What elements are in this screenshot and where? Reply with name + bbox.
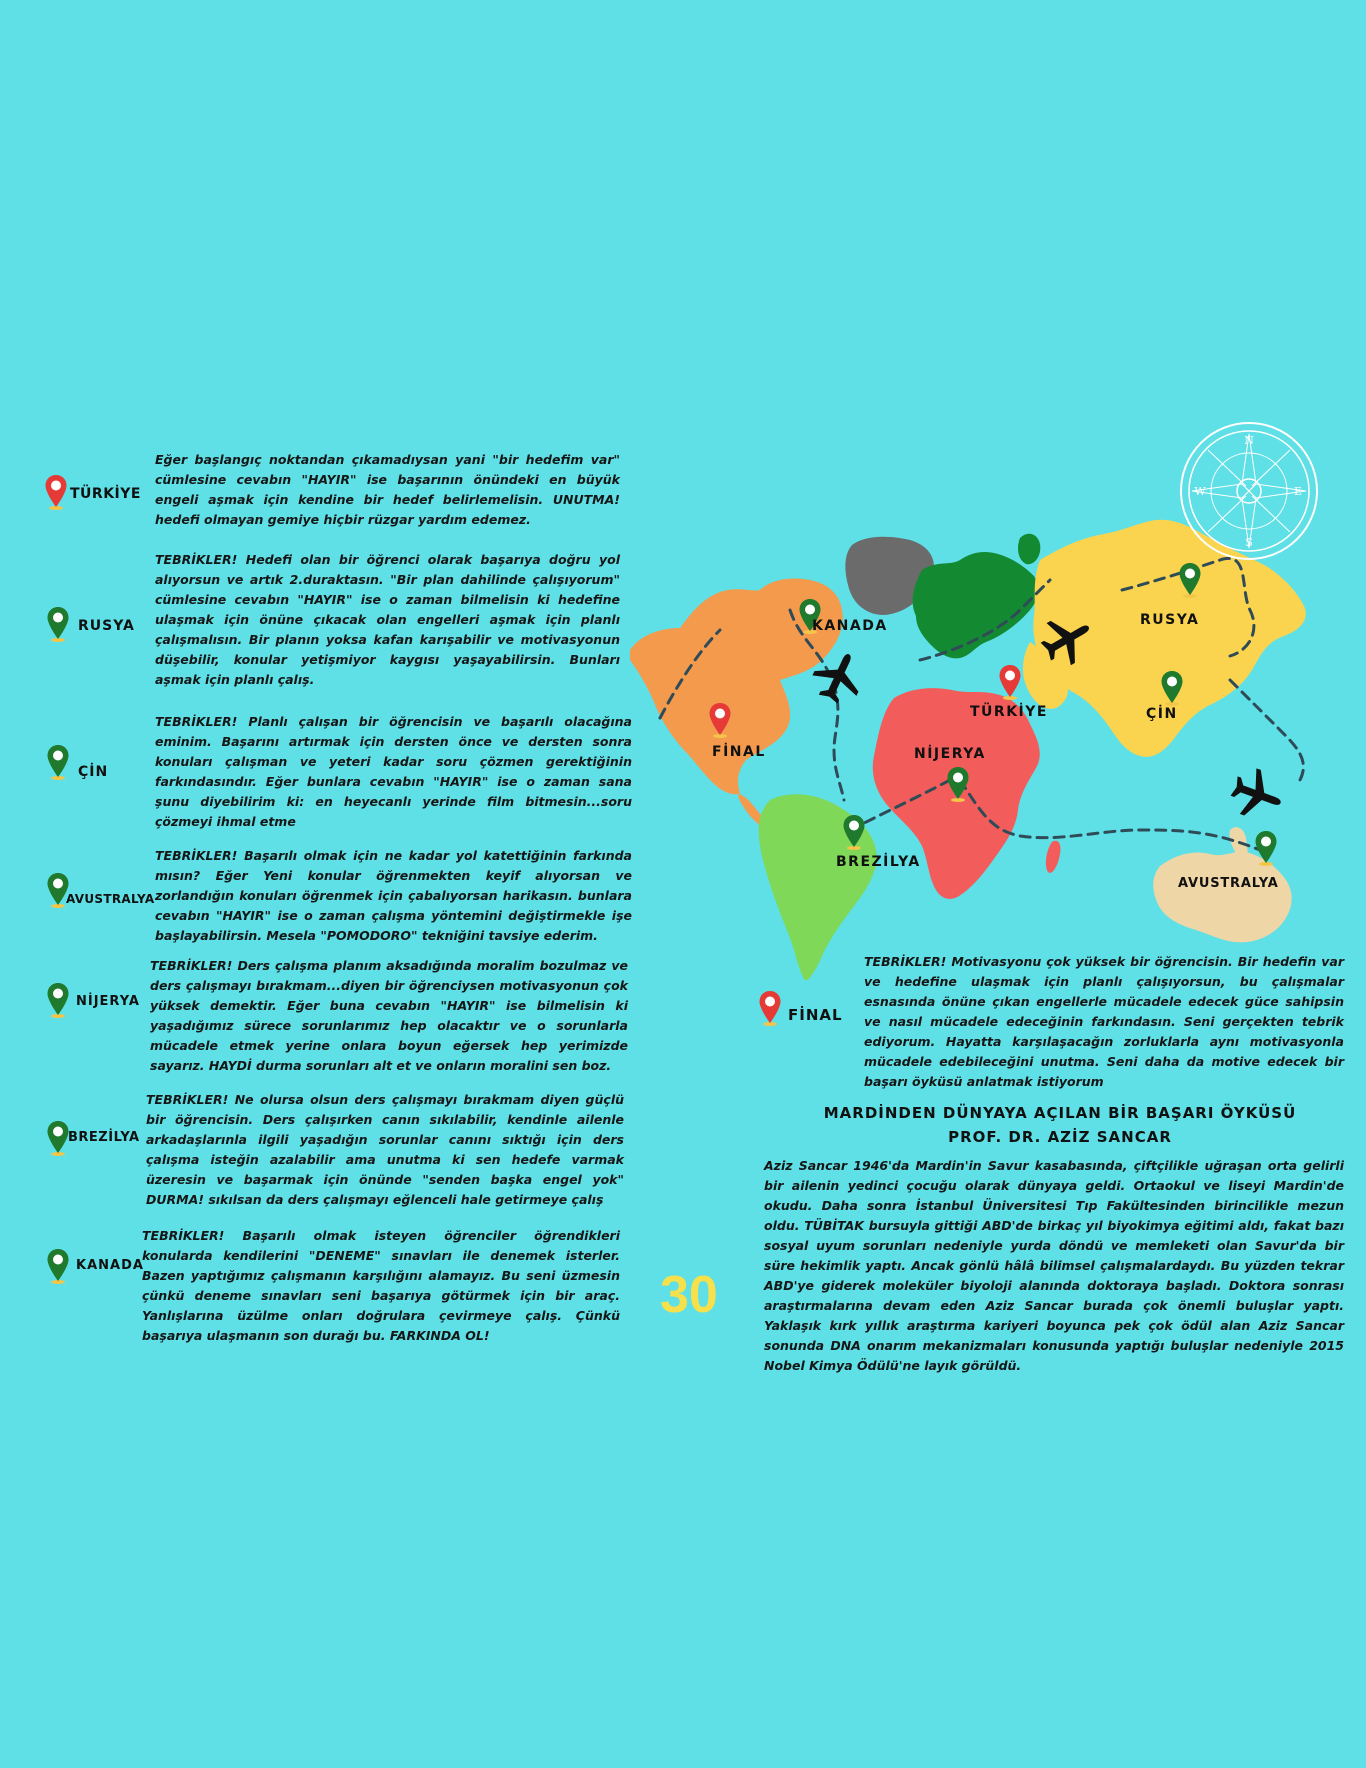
map-label-cin: ÇİN <box>1146 706 1178 722</box>
map-label-brezilya: BREZİLYA <box>836 854 921 870</box>
map-label-turkiye: TÜRKİYE <box>970 704 1048 720</box>
compass-s: S <box>1245 536 1253 549</box>
stop-label-brezilya: BREZİLYA <box>68 1130 140 1145</box>
location-pin-green-icon <box>46 1120 70 1156</box>
compass-w: W <box>1194 485 1206 498</box>
story-body: Aziz Sancar 1946'da Mardin'in Savur kasabasında, çiftçilikle uğraşan orta gelirli bir ailenin yedinci çocuğu olarak dünyaya geldi. Ortaokul ve liseyi Mardin'de okudu. Daha sonra İstanbul Üniversitesi Tıp Fakültesinden birincilikle mezun oldu. TÜBİTAK bursuyla gittiği ABD'de birkaç yıl biyokimya eğitimi aldı, fakat bazı sosyal uyum sorunları nedeniyle yurda döndü ve memleketi olan Savur'da bir süre hekimlik yaptı. Ancak gönlü hâlâ bilimsel çalışmalardaydı. Bu yüzden tekrar ABD'ye giderek moleküler biyoloji alanında doktoraya başladı. Doktora sonrası araştırmalarına devam eden Aziz Sancar burada çok önemli buluşlar yaptı. Yaklaşık kırk yıllık araştırma kariyeri boyunca pek çok ödül alan Aziz Sancar sonunda DNA onarım mekanizmaları konusunda yaptığı buluşlar nedeniyle 2015 Nobel Kimya Ödülü'ne layık görüldü. <box>764 1158 1344 1373</box>
stop-label-rusya: RUSYA <box>78 618 135 634</box>
location-pin-green-icon <box>46 606 70 642</box>
map-label-nijerya: NİJERYA <box>914 746 986 762</box>
stop-text-final: TEBRİKLER! Motivasyonu çok yüksek bir öğrencisin. Bir hedefin var ve hedefine ulaşmak için planlı çalışıyorsun, bu çalışmalar esnasında önüne çıkan engellerle mücadele edecek güce sahipsin ve nasıl mücadele edeceğinin farkındasın. Seni gerçekten tebrik ediyorum. Hayatta karşılaşacağın zorluklarla aynı motivasyonla mücadele edebileceğini unutma. Seni daha da motive edecek bir başarı öyküsü anlatmak istiyorum <box>864 954 1344 1089</box>
stop-text-nijerya: TEBRİKLER! Ders çalışma planım aksadığında moralim bozulmaz ve ders çalışmayı bırakmam...diyen bir öğrenciysen motivasyonun çok yüksek demektir. Eğer buna cevabın "HAYIR" ise bilmelisin ki yaşadığımız sürece sorunlarımız hep olacaktır ve o sorunlarla mücadele etmek yerine onlara boyun eğersek hep yerimizde sayarız. HAYDİ durma sorunları alt et ve onların moralini sen boz. <box>150 958 628 1073</box>
stop-label-avustralya: AVUSTRALYA <box>66 892 155 906</box>
stop-label-final: FİNAL <box>788 1006 843 1024</box>
stop-text-cin: TEBRİKLER! Planlı çalışan bir öğrencisin ve başarılı olacağına eminim. Başarını artırmak için dersten önce ve dersten sonra konuları çalışman ve yeteri kadar soru çözmen gerektiğinin farkındasındır. Eğer bunlara cevabın "HAYIR" ise o zaman sana şunu diyebilirim ki: en heyecanlı yerinde film bitmesin...soru çözmeyi ihmal etme <box>155 714 632 829</box>
map-label-kanada: KANADA <box>812 618 888 634</box>
scandinavia-shape <box>1018 534 1040 565</box>
europe-shape <box>913 552 1038 658</box>
madagascar-shape <box>1046 841 1061 873</box>
stop-text-brezilya: TEBRİKLER! Ne olursa olsun ders çalışmayı bırakmam diyen güçlü bir öğrencisin. Ders çalışırken canın sıkılabilir, kendinle ailenle arkadaşlarınla ilgili yaşadığın sorunlar canını sıktığı için ders çalışma isteğin azalabilir ama unutma ki sen hedefe varmak üzeresin ve başarmak için önünde "senden başka engel yok" DURMA! sıkılsan da ders çalışmayı eğlenceli hale getirmeye çalış <box>146 1092 624 1207</box>
plane-icon <box>1226 763 1289 826</box>
location-pin-green-icon <box>46 982 70 1018</box>
map-label-final: FİNAL <box>712 744 766 760</box>
compass-rose-icon <box>1178 420 1320 562</box>
page-number: 30 <box>660 1266 718 1324</box>
stop-text-kanada: TEBRİKLER! Başarılı olmak isteyen öğrenciler öğrendikleri konularda kendilerini "DENEME" sınavları ile denemek isterler. Bazen yaptığımız çalışmanın karşılığını alamayız. Bu seni üzmesin çünkü deneme sınavları seni başarıya götürmek için bir araç. Yanlışlarına üzülme onları doğrulara çevirmeye çalış. Çünkü başarıya ulaşmanın son durağı bu. FARKINDA OL! <box>142 1228 620 1343</box>
stop-label-turkiye: TÜRKİYE <box>70 486 141 502</box>
stop-label-cin: ÇİN <box>78 764 109 780</box>
stop-label-kanada: KANADA <box>76 1258 144 1273</box>
map-label-rusya: RUSYA <box>1140 612 1200 628</box>
location-pin-red-icon <box>758 990 782 1026</box>
stop-label-nijerya: NİJERYA <box>76 994 140 1009</box>
stop-text-avustralya: TEBRİKLER! Başarılı olmak için ne kadar yol katettiğinin farkında mısın? Eğer Yeni konular öğrenmekten keyif alıyorsan ve zorlandığın konuları öğrenmek için çabalıyorsan harikasın. bunlara cevabın "HAYIR" ise o zaman çalışma yöntemini değiştirmekle işe başlayabilirsin. Mesela "POMODORO" tekniğini tavsiye ederim. <box>155 848 632 943</box>
story-title-line2: PROF. DR. AZİZ SANCAR <box>948 1128 1172 1146</box>
location-pin-green-icon <box>46 1248 70 1284</box>
map-label-avustralya: AVUSTRALYA <box>1178 876 1279 891</box>
compass-e: E <box>1293 485 1303 498</box>
compass-n: N <box>1244 434 1254 447</box>
story-title-line1: MARDİNDEN DÜNYAYA AÇILAN BİR BAŞARI ÖYKÜSÜ <box>823 1104 1297 1122</box>
location-pin-green-icon <box>46 744 70 780</box>
location-pin-red-icon <box>44 474 68 510</box>
stop-text-rusya: TEBRİKLER! Hedefi olan bir öğrenci olarak başarıya doğru yol alıyorsun ve artık 2.duraktasın. "Bir plan dahilinde çalışıyorum" cümlesine cevabın "HAYIR" ise o zaman bilmelisin ki hedefine ulaşmak için önüne çıkacak olan engelleri aşmak için planlı çalışmalısın. Bir planın yoksa kafan karışabilir ve motivasyonun düşebilir, konular yetişmiyor kaygısı yaşayabilirsin. Bunları aşmak için planlı çalış. <box>155 552 620 687</box>
stop-text-turkiye: Eğer başlangıç noktandan çıkamadıysan yani "bir hedefim var" cümlesine cevabın "HAYIR" ise başarının önündeki en büyük engeli aşmak için kendine bir hedef belirlemelisin. UNUTMA! hedefi olmayan gemiye hiçbir rüzgar yardım edemez. <box>155 452 620 527</box>
map-pin-turkiye <box>1000 665 1021 700</box>
